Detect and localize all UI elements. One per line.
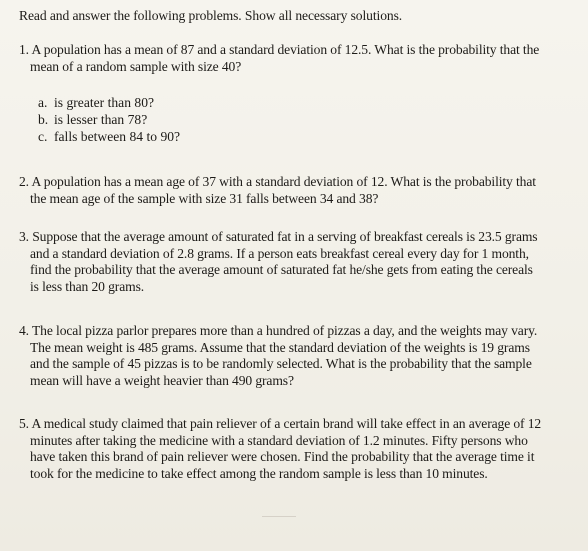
problem-5-line-4: took for the medicine to take effect among the random sample is less than 10 minutes.	[30, 465, 488, 481]
show-through-fraction-bar	[262, 516, 296, 517]
problem-1-subitems	[38, 95, 180, 145]
problem-3-line-1: 3. Suppose that the average amount of saturated fat in a serving of breakfast cereals is 23.5 grams	[19, 229, 538, 244]
problem-1-line-1: 1. A population has a mean of 87 and a standard deviation of 12.5. What is the probability that the	[19, 42, 540, 57]
problem-2-line-2: the mean age of the sample with size 31 falls between 34 and 38?	[30, 190, 379, 206]
problem-4-line-1: 4. The local pizza parlor prepares more than a hundred of pizzas a day, and the weights may vary.	[19, 323, 538, 338]
problem-2	[19, 174, 575, 207]
problem-5-line-3: have taken this brand of pain reliever were chosen. Find the probability that the average time it	[30, 449, 535, 464]
subitem-a-text: is greater than 80?	[54, 95, 155, 110]
problem-4-line-3: and the sample of 45 pizzas is to be randomly selected. What is the probability that the sample	[30, 356, 532, 371]
problem-3-line-3: find the probability that the average amount of saturated fat he/she gets from eating the cereals	[30, 262, 533, 277]
subitem-b-text: is lesser than 78?	[54, 111, 148, 127]
subitem-c-text: falls between 84 to 90?	[54, 128, 181, 144]
subitem-a-letter: a.	[38, 95, 48, 110]
subitem-b-letter: b.	[38, 111, 49, 127]
problem-5-line-2: minutes after taking the medicine with a standard deviation of 1.2 minutes. Fifty persons who	[30, 432, 528, 448]
problem-1-line-2: mean of a random sample with size 40?	[30, 58, 242, 74]
subitem-c-letter: c.	[38, 128, 48, 144]
subitem-a	[38, 95, 180, 112]
problem-3-line-4: is less than 20 grams.	[30, 278, 145, 294]
problem-1	[19, 42, 575, 75]
problem-4-line-4: mean will have a weight heavier than 490 grams?	[30, 372, 294, 388]
problem-3-line-2: and a standard deviation of 2.8 grams. If a person eats breakfast cereal every day for 1 month,	[30, 245, 529, 261]
problem-4	[19, 323, 575, 389]
problem-2-line-1: 2. A population has a mean age of 37 with a standard deviation of 12. What is the probability that	[19, 174, 536, 189]
problem-3	[19, 229, 575, 295]
problem-4-line-2: The mean weight is 485 grams. Assume that the standard deviation of the weights is 19 grams	[30, 339, 530, 355]
problem-5-line-1: 5. A medical study claimed that pain reliever of a certain brand will take effect in an average of 12	[19, 416, 542, 431]
problem-5	[19, 416, 575, 482]
subitem-b	[38, 112, 180, 129]
instructions-heading: Read and answer the following problems. Show all necessary solutions.	[19, 8, 403, 23]
subitem-c	[38, 129, 180, 146]
